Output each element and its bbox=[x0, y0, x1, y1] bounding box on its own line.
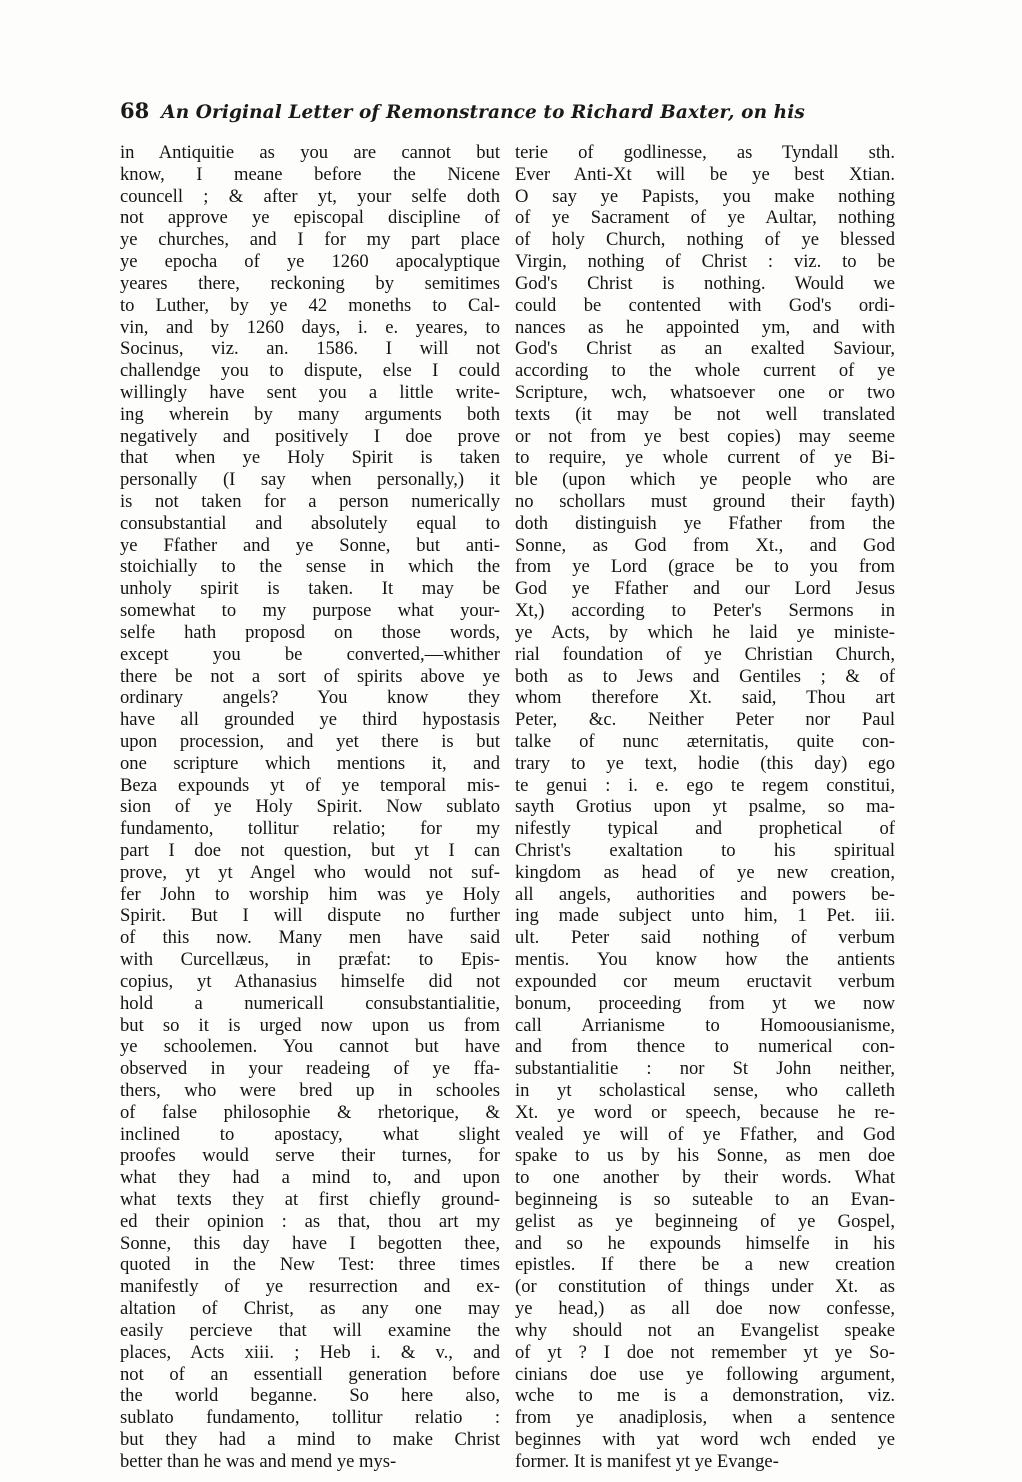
text-line: (or constitution of things under Xt. as bbox=[515, 1276, 895, 1298]
text-line: Xt,) according to Peter's Sermons in bbox=[515, 600, 895, 622]
text-line: not approve ye episcopal discipline of bbox=[120, 207, 500, 229]
text-line: thers, who were bred up in schooles bbox=[120, 1079, 500, 1101]
text-line: wche to me is a demonstration, viz. bbox=[515, 1385, 895, 1407]
text-line: Spirit. But I will dispute no further bbox=[120, 905, 500, 927]
text-line: O say ye Papists, you make nothing bbox=[515, 185, 895, 207]
text-line: gelist as ye beginneing of ye Gospel, bbox=[515, 1210, 895, 1232]
text-line: proofes would serve their turnes, for bbox=[120, 1145, 500, 1167]
text-line: Beza expounds yt of ye temporal mis- bbox=[120, 774, 500, 796]
text-line: that when ye Holy Spirit is taken bbox=[120, 447, 500, 469]
text-line: ye Ffather and ye Sonne, but anti- bbox=[120, 534, 500, 556]
text-line: fer John to worship him was ye Holy bbox=[120, 883, 500, 905]
text-line: ing made subject unto him, 1 Pet. iii. bbox=[515, 905, 895, 927]
text-line: te genui : i. e. ego te regem constitui, bbox=[515, 774, 895, 796]
text-line: Scripture, wch, whatsoever one or two bbox=[515, 381, 895, 403]
text-line: God's Christ is nothing. Would we bbox=[515, 272, 895, 294]
running-title: An Original Letter of Remonstrance to Richard Baxter, on his bbox=[161, 102, 805, 123]
text-line: doth distinguish ye Ffather from the bbox=[515, 512, 895, 534]
text-line: ing wherein by many arguments both bbox=[120, 403, 500, 425]
text-line: epistles. If there be a new creation bbox=[515, 1254, 895, 1276]
text-line: cinians doe use ye following argument, bbox=[515, 1363, 895, 1385]
text-line: altation of Christ, as any one may bbox=[120, 1298, 500, 1320]
text-line: ye head,) as all doe now confesse, bbox=[515, 1298, 895, 1320]
text-line: of this now. Many men have said bbox=[120, 927, 500, 949]
text-line: councell ; & after yt, your selfe doth bbox=[120, 185, 500, 207]
text-line: copius, yt Athanasius himselfe did not bbox=[120, 970, 500, 992]
text-line: ult. Peter said nothing of verbum bbox=[515, 927, 895, 949]
text-line: better than he was and mend ye mys- bbox=[120, 1450, 397, 1472]
text-line: texts (it may be not well translated bbox=[515, 403, 895, 425]
text-line: no schollars must ground their fayth) bbox=[515, 491, 895, 512]
text-line: expounded cor meum eructavit verbum bbox=[515, 970, 895, 992]
text-line: yeares there, reckoning by semitimes bbox=[120, 272, 500, 294]
text-line: inclined to apostacy, what slight bbox=[120, 1123, 500, 1145]
text-line: or not from ye best copies) may seeme bbox=[515, 425, 895, 447]
text-line: places, Acts xiii. ; Heb i. & v., and bbox=[120, 1341, 500, 1363]
text-line: but they had a mind to make Christ bbox=[120, 1428, 500, 1450]
text-line: spake to us by his Sonne, as men doe bbox=[515, 1145, 895, 1167]
text-line: ye schoolemen. You cannot but have bbox=[120, 1036, 500, 1058]
text-line: according to the whole current of ye bbox=[515, 360, 895, 382]
text-line: bonum, proceeding from yt we now bbox=[515, 992, 895, 1014]
text-line: Sonne, as God from Xt., and God bbox=[515, 534, 895, 556]
text-line: trary to ye text, hodie (this day) ego bbox=[515, 752, 895, 774]
text-line: not of an essentiall generation before bbox=[120, 1363, 500, 1385]
text-line: sayth Grotius upon yt psalme, so ma- bbox=[515, 796, 895, 818]
text-line: somewhat to my purpose what your- bbox=[120, 600, 500, 622]
text-line: beginneing is so suteable to an Evan- bbox=[515, 1189, 895, 1210]
text-line: with Curcellæus, in præfat: to Epis- bbox=[120, 949, 500, 971]
text-line: except you be converted,—whither bbox=[120, 643, 500, 665]
text-line: consubstantial and absolutely equal to bbox=[120, 512, 500, 534]
text-line: former. It is manifest yt ye Evange- bbox=[515, 1450, 779, 1472]
text-line: of holy Church, nothing of ye blessed bbox=[515, 229, 895, 251]
text-line: there be not a sort of spirits above ye bbox=[120, 665, 500, 687]
text-line: ye churches, and I for my part place bbox=[120, 229, 500, 251]
right-text-column bbox=[515, 142, 895, 1473]
text-line: know, I meane before the Nicene bbox=[120, 163, 500, 185]
text-line: stoichially to the sense in which the bbox=[120, 556, 500, 578]
text-line: God ye Ffather and our Lord Jesus bbox=[515, 578, 895, 600]
text-line: unholy spirit is taken. It may be bbox=[120, 578, 500, 600]
text-line: both as to Jews and Gentiles ; & of bbox=[515, 665, 895, 687]
text-line: beginnes with yat word wch ended ye bbox=[515, 1428, 895, 1450]
text-line: all angels, authorities and powers be- bbox=[515, 883, 895, 905]
text-line: Sonne, this day have I begotten thee, bbox=[120, 1232, 500, 1254]
text-line: of ye Sacrament of ye Aultar, nothing bbox=[515, 207, 895, 229]
text-line: terie of godlinesse, as Tyndall sth. bbox=[515, 142, 895, 163]
text-line: and from thence to numerical con- bbox=[515, 1036, 895, 1058]
text-line: in yt scholastical sense, who calleth bbox=[515, 1079, 895, 1101]
text-line: the world beganne. So here also, bbox=[120, 1385, 500, 1407]
text-line: Socinus, viz. an. 1586. I will not bbox=[120, 338, 500, 360]
text-line: talke of nunc æternitatis, quite con- bbox=[515, 730, 895, 752]
text-line: fundamento, tollitur relatio; for my bbox=[120, 818, 500, 840]
text-line: ye Acts, by which he laid ye ministe- bbox=[515, 621, 895, 643]
text-line: vin, and by 1260 days, i. e. yeares, to bbox=[120, 316, 500, 338]
text-line: whom therefore Xt. said, Thou art bbox=[515, 687, 895, 709]
text-line: part I doe not question, but yt I can bbox=[120, 840, 500, 861]
text-line: negatively and positively I doe prove bbox=[120, 425, 500, 447]
text-line: selfe hath proposd on those words, bbox=[120, 621, 500, 643]
text-line: could be contented with God's ordi- bbox=[515, 294, 895, 316]
text-line: nances as he appointed ym, and with bbox=[515, 316, 895, 338]
text-line: what texts they at first chiefly ground- bbox=[120, 1189, 500, 1210]
text-line: ed their opinion : as that, thou art my bbox=[120, 1210, 500, 1232]
page-number: 68 bbox=[120, 98, 150, 123]
text-line: to Luther, by ye 42 moneths to Cal- bbox=[120, 294, 500, 316]
text-line: of yt ? I doe not remember yt ye So- bbox=[515, 1341, 895, 1363]
running-head bbox=[120, 98, 910, 128]
text-line: ordinary angels? You know they bbox=[120, 687, 500, 709]
text-line: Peter, &c. Neither Peter nor Paul bbox=[515, 709, 895, 731]
text-line: one scripture which mentions it, and bbox=[120, 752, 500, 774]
text-line: is not taken for a person numerically bbox=[120, 491, 500, 512]
text-line: sion of ye Holy Spirit. Now sublato bbox=[120, 796, 500, 818]
text-line: kingdom as head of ye new creation, bbox=[515, 861, 895, 883]
text-line: ye epocha of ye 1260 apocalyptique bbox=[120, 251, 500, 273]
text-line: but so it is urged now upon us from bbox=[120, 1014, 500, 1036]
text-line: upon procession, and yet there is but bbox=[120, 730, 500, 752]
text-line: Ever Anti-Xt will be ye best Xtian. bbox=[515, 163, 895, 185]
text-line: rial foundation of ye Christian Church, bbox=[515, 643, 895, 665]
text-line: of false philosophie & rhetorique, & bbox=[120, 1101, 500, 1123]
text-line: to one another by their words. What bbox=[515, 1167, 895, 1189]
text-line: challendge you to dispute, else I could bbox=[120, 360, 500, 382]
text-line: call Arrianisme to Homoousianisme, bbox=[515, 1014, 895, 1036]
text-line: ble (upon which ye people who are bbox=[515, 469, 895, 491]
text-line: Virgin, nothing of Christ : viz. to be bbox=[515, 251, 895, 273]
text-line: personally (I say when personally,) it bbox=[120, 469, 500, 491]
text-line: and so he expounds himselfe in his bbox=[515, 1232, 895, 1254]
text-line: prove, yt yt Angel who would not suf- bbox=[120, 861, 500, 883]
text-line: why should not an Evangelist speake bbox=[515, 1319, 895, 1341]
text-line: observed in your readeing of ye ffa- bbox=[120, 1058, 500, 1080]
text-line: nifestly typical and prophetical of bbox=[515, 818, 895, 840]
text-line: Christ's exaltation to his spiritual bbox=[515, 840, 895, 861]
text-line: to require, ye whole current of ye Bi- bbox=[515, 447, 895, 469]
text-line: quoted in the New Test: three times bbox=[120, 1254, 500, 1276]
text-line: sublato fundamento, tollitur relatio : bbox=[120, 1407, 500, 1429]
text-line: from ye Lord (grace be to you from bbox=[515, 556, 895, 578]
text-line: substantialitie : nor St John neither, bbox=[515, 1058, 895, 1080]
text-line: in Antiquitie as you are cannot but bbox=[120, 142, 500, 163]
text-line: vealed ye will of ye Ffather, and God bbox=[515, 1123, 895, 1145]
text-line: from ye anadiplosis, when a sentence bbox=[515, 1407, 895, 1429]
text-line: God's Christ as an exalted Saviour, bbox=[515, 338, 895, 360]
text-line: hold a numericall consubstantialitie, bbox=[120, 992, 500, 1014]
text-line: manifestly of ye resurrection and ex- bbox=[120, 1276, 500, 1298]
text-line: Xt. ye word or speech, because he re- bbox=[515, 1101, 895, 1123]
text-line: easily percieve that will examine the bbox=[120, 1319, 500, 1341]
text-line: have all grounded ye third hypostasis bbox=[120, 709, 500, 731]
text-line: mentis. You know how the antients bbox=[515, 949, 895, 971]
text-line: willingly have sent you a little write- bbox=[120, 381, 500, 403]
left-text-column bbox=[120, 142, 500, 1473]
text-line: what they had a mind to, and upon bbox=[120, 1167, 500, 1189]
